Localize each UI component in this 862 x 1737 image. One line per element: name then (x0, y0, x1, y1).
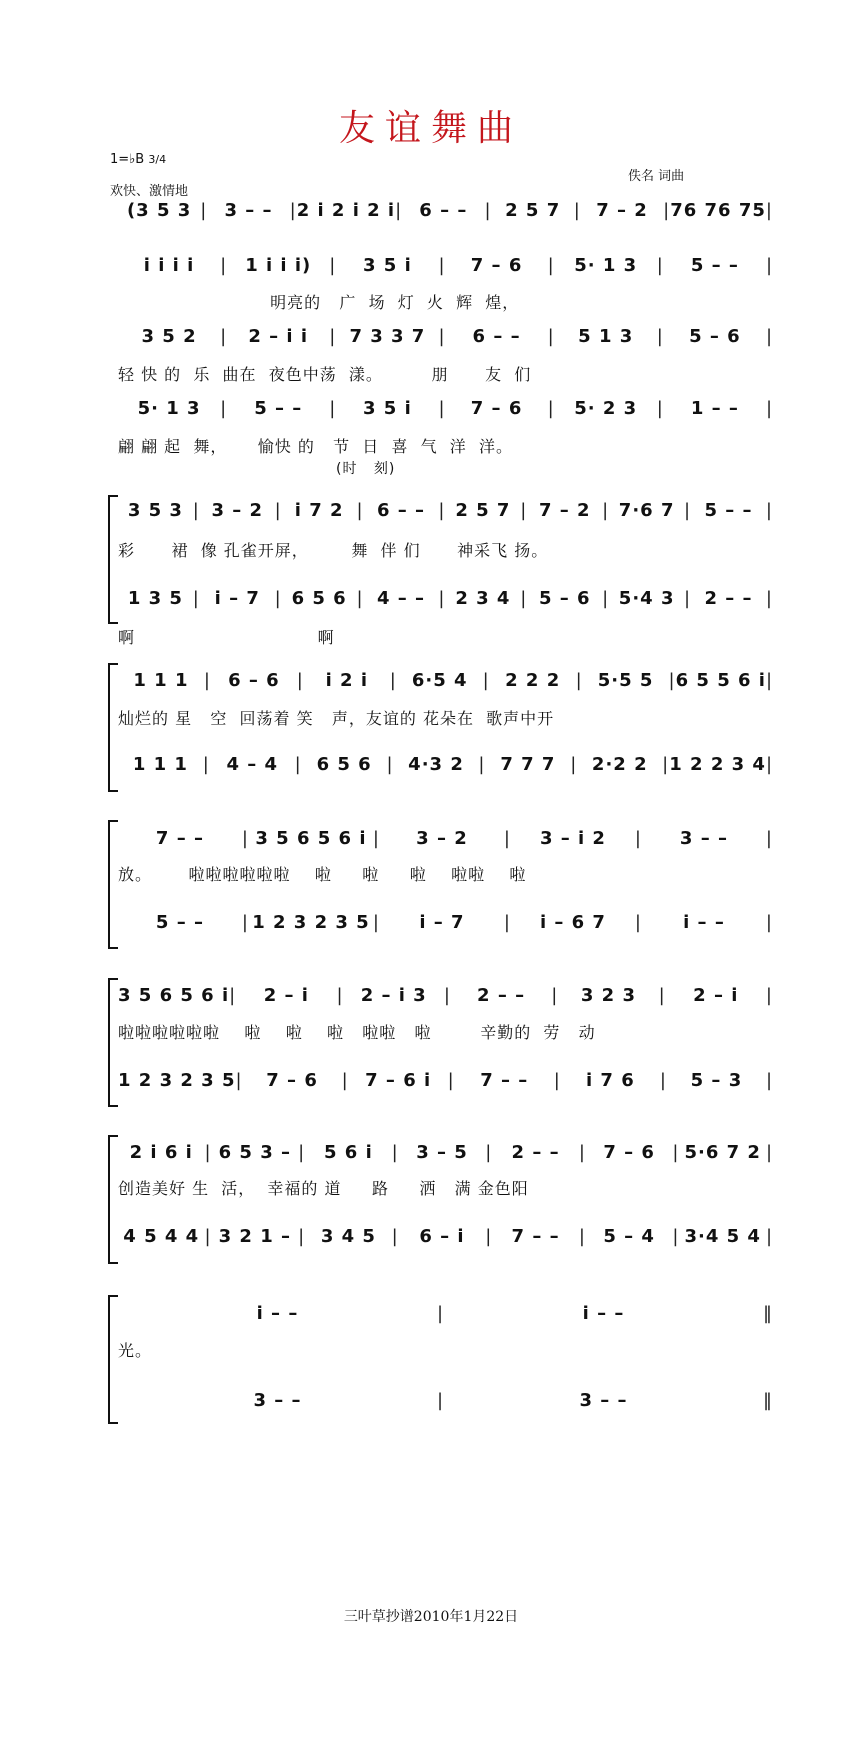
barline: | (447, 1070, 455, 1091)
barline: | (220, 255, 228, 276)
notation-row (118, 1390, 773, 1411)
measure: 6 5 5 6 i (675, 670, 766, 691)
measure: 6 5 6 (316, 754, 372, 775)
measure: 1 – – (690, 398, 739, 419)
system-brace (108, 820, 118, 949)
lyric-line: 明亮的 广 场 灯 火 辉 煌， (118, 293, 520, 312)
barline: | (547, 255, 555, 276)
barline: | (203, 670, 211, 691)
lyric-line: 轻 快 的 乐 曲在 夜色中荡 漾。 朋 友 们 (118, 365, 532, 384)
measure: 5 6 i (324, 1142, 373, 1163)
notation-row (118, 754, 773, 775)
barline: | (656, 326, 664, 347)
barline: | (235, 1070, 243, 1091)
system-brace (108, 495, 118, 624)
barline: | (204, 1142, 212, 1163)
lyric-line: 创造美好 生 活， 幸福的 道 路 洒 满 金色阳 (118, 1179, 529, 1198)
barline: | (520, 588, 528, 609)
notation-row (118, 985, 773, 1006)
measure: 6 – – (376, 500, 426, 521)
barline: | (274, 588, 282, 609)
notation-row (118, 828, 773, 849)
measure: 5·5 5 (597, 670, 654, 691)
barline: | (204, 1226, 212, 1247)
barline: | (220, 398, 228, 419)
measure: 4 – 4 (226, 754, 279, 775)
measure: 2 2 2 (505, 670, 561, 691)
measure: i i i i (143, 255, 195, 276)
barline: | (520, 500, 528, 521)
measure: 5· 2 3 (574, 398, 638, 419)
barline: | (656, 398, 664, 419)
barline: | (765, 200, 773, 221)
barline: | (765, 588, 773, 609)
measure: 3 5 6 5 6 i (118, 985, 230, 1006)
barline: | (765, 500, 773, 521)
measure: 7 – 6 (470, 398, 523, 419)
barline: | (389, 670, 397, 691)
barline: | (298, 1226, 306, 1247)
barline: | (289, 200, 297, 221)
barline: | (672, 1226, 680, 1247)
barline: | (656, 255, 664, 276)
barline: | (192, 500, 200, 521)
barline: | (438, 500, 446, 521)
measure: 3 5 2 (141, 326, 197, 347)
system-brace (108, 978, 118, 1107)
lyric-line: 啦啦啦啦啦啦 啦 啦 啦 啦啦 啦 辛勤的 劳 动 (118, 1023, 596, 1042)
measure: 6 – – (419, 200, 468, 221)
measure: 5 – 3 (690, 1070, 743, 1091)
measure: 2 – i 3 (360, 985, 427, 1006)
barline: | (765, 985, 773, 1006)
barline: | (202, 754, 210, 775)
measure: 76 76 75 (670, 200, 766, 221)
barline: | (436, 1303, 445, 1324)
barline: | (578, 1226, 586, 1247)
barline: ‖ (763, 1303, 774, 1324)
measure: 7 – 2 (596, 200, 648, 221)
measure: 3 2 3 (580, 985, 636, 1006)
measure: 3 5 i (363, 255, 412, 276)
barline: | (298, 1142, 306, 1163)
barline: | (484, 200, 492, 221)
barline: | (602, 588, 610, 609)
measure: 3 – i 2 (539, 828, 606, 849)
notation-row (118, 1142, 773, 1163)
lyric-line: 翩 翩 起 舞， 愉快 的 节 日 喜 气 洋 洋。 (118, 437, 513, 456)
measure: i 2 i (325, 670, 368, 691)
barline: | (485, 1226, 493, 1247)
measure: 7 – – (511, 1226, 560, 1247)
barline: | (578, 1142, 586, 1163)
lyric-line: 灿烂的 星 空 回荡着 笑 声，友谊的 花朵在 歌声中开 (118, 709, 555, 728)
barline: | (296, 670, 304, 691)
barline: | (386, 754, 394, 775)
barline: | (684, 588, 692, 609)
barline: | (668, 670, 676, 691)
measure: 2 i 2 i 2 i (296, 200, 396, 221)
measure: i 7 6 (585, 1070, 635, 1091)
measure: 3 2 1 – (218, 1226, 292, 1247)
notation-row (118, 398, 773, 419)
barline: | (765, 1226, 774, 1247)
measure: i – 7 (419, 912, 465, 933)
measure: 5·4 3 (618, 588, 675, 609)
measure: 5 – – (690, 255, 739, 276)
barline: | (229, 985, 237, 1006)
barline: | (553, 1070, 561, 1091)
barline: | (765, 828, 773, 849)
measure: i 7 2 (294, 500, 344, 521)
barline: | (573, 200, 581, 221)
measure: 5 – 6 (689, 326, 741, 347)
barline: | (241, 828, 249, 849)
notation-row (118, 500, 773, 521)
barline: | (503, 912, 511, 933)
measure: 3 – – (253, 1390, 302, 1411)
measure: 3 5 3 (127, 500, 183, 521)
measure: 7 – 6 (603, 1142, 655, 1163)
key-signature (110, 152, 166, 167)
measure: 7 3 3 7 (349, 326, 426, 347)
measure: 2 – i (263, 985, 309, 1006)
measure: (3 5 3 (126, 200, 192, 221)
measure: 2 5 7 (455, 500, 511, 521)
measure: 7 – 6 (470, 255, 523, 276)
measure: 2 3 4 (455, 588, 511, 609)
barline: | (329, 326, 337, 347)
notation-row (118, 670, 773, 691)
measure: 6 5 3 – (218, 1142, 292, 1163)
measure: 1 i i i) (245, 255, 312, 276)
key-label: 1=♭B (110, 152, 145, 167)
measure: 3 – – (679, 828, 728, 849)
measure: 6 5 6 (291, 588, 347, 609)
measure: 3·4 5 4 (684, 1226, 761, 1247)
time-signature: 3/4 (148, 153, 167, 166)
measure: 2 – i (693, 985, 739, 1006)
notation-row (118, 255, 773, 276)
measure: 1 3 5 (127, 588, 183, 609)
barline: | (765, 670, 774, 691)
measure: 4 5 4 4 (123, 1226, 200, 1247)
measure: 5· 1 3 (137, 398, 201, 419)
measure: 7 – 6 i (365, 1070, 432, 1091)
notation-row (118, 588, 773, 609)
barline: | (200, 200, 208, 221)
measure: 1 1 1 (132, 754, 188, 775)
barline: | (241, 912, 249, 933)
barline: | (329, 398, 337, 419)
measure: 7 – 6 (266, 1070, 318, 1091)
barline: | (438, 255, 446, 276)
barline: | (602, 500, 610, 521)
lyric-line: 光。 (118, 1341, 153, 1360)
measure: 5 1 3 (578, 326, 634, 347)
barline: | (662, 754, 670, 775)
notation-row (118, 326, 773, 347)
measure: 3 4 5 (320, 1226, 376, 1247)
barline: | (438, 326, 446, 347)
barline: | (438, 588, 446, 609)
measure: 5 – 6 (538, 588, 591, 609)
measure: 1 1 1 (133, 670, 189, 691)
barline: | (765, 1142, 774, 1163)
barline: | (443, 985, 451, 1006)
footer-note: 三叶草抄谱2010年1月22日 (343, 1609, 519, 1625)
barline: | (765, 754, 774, 775)
measure: 7·6 7 (618, 500, 675, 521)
barline: | (663, 200, 671, 221)
measure: 6 – – (472, 326, 521, 347)
barline: | (765, 912, 773, 933)
measure: i – 7 (214, 588, 260, 609)
barline: | (765, 326, 774, 347)
barline: | (551, 985, 559, 1006)
barline: | (658, 985, 666, 1006)
barline: | (485, 1142, 493, 1163)
tempo-marking: 欢快、激情地 (110, 184, 189, 199)
notation-row (118, 1226, 773, 1247)
notation-row (118, 1303, 773, 1324)
barline: | (634, 828, 642, 849)
measure: 3 – 2 (416, 828, 468, 849)
measure: 7 7 7 (500, 754, 556, 775)
barline: | (372, 828, 380, 849)
measure: 7 – – (155, 828, 204, 849)
measure: 2 5 7 (505, 200, 561, 221)
measure: 7 – – (480, 1070, 529, 1091)
page-title: 友谊舞曲 (338, 108, 523, 149)
measure: 1 2 3 2 3 5 (252, 912, 370, 933)
measure: 2 – – (477, 985, 526, 1006)
system-brace (108, 663, 118, 792)
measure: i – – (683, 912, 725, 933)
measure: 5 – 4 (603, 1226, 655, 1247)
barline: | (547, 398, 555, 419)
barline: | (391, 1226, 399, 1247)
barline: | (634, 912, 642, 933)
lyric-line: 彩 裙 像 孔雀开屏， 舞 伴 们 神采飞 扬。 (118, 541, 549, 560)
notation-row (118, 200, 773, 221)
measure: 3 – 5 (416, 1142, 468, 1163)
measure: 2 – – (511, 1142, 560, 1163)
barline: | (372, 912, 380, 933)
barline: | (575, 670, 583, 691)
barline: | (294, 754, 302, 775)
system-brace (108, 1135, 118, 1264)
barline: | (395, 200, 403, 221)
measure: 5·6 7 2 (684, 1142, 761, 1163)
barline: | (478, 754, 486, 775)
barline: | (659, 1070, 667, 1091)
measure: 5 – – (254, 398, 303, 419)
system-brace (108, 1295, 118, 1424)
measure: i – 6 7 (539, 912, 606, 933)
measure: 7 – 2 (538, 500, 591, 521)
lyric-line: 放。 啦啦啦啦啦啦 啦 啦 啦 啦啦 啦 (118, 865, 527, 884)
barline: | (274, 500, 282, 521)
measure: 2 i 6 i (129, 1142, 193, 1163)
measure: 1 2 3 2 3 5 (118, 1070, 236, 1091)
lyric-line: 啊 啊 (118, 628, 335, 647)
barline: | (765, 255, 774, 276)
barline: | (503, 828, 511, 849)
barline: | (356, 588, 364, 609)
measure: 3 – – (579, 1390, 628, 1411)
notation-row (118, 1070, 773, 1091)
measure: i – – (256, 1303, 299, 1324)
barline: | (765, 398, 774, 419)
barline: | (684, 500, 692, 521)
barline: | (220, 326, 228, 347)
measure: 2·2 2 (591, 754, 648, 775)
barline: | (570, 754, 578, 775)
measure: 5 – – (155, 912, 204, 933)
barline: | (765, 1070, 774, 1091)
measure: 3 – – (224, 200, 273, 221)
measure: 1 2 2 3 4 (669, 754, 766, 775)
measure: i – – (582, 1303, 625, 1324)
measure: 6·5 4 (411, 670, 468, 691)
barline: | (391, 1142, 399, 1163)
measure: 4·3 2 (408, 754, 464, 775)
measure: 2 – – (704, 588, 753, 609)
barline: | (356, 500, 364, 521)
measure: 6 – i (419, 1226, 465, 1247)
measure: 5· 1 3 (574, 255, 638, 276)
barline: ‖ (763, 1390, 774, 1411)
measure: 3 5 i (363, 398, 412, 419)
barline: | (341, 1070, 349, 1091)
measure: 5 – – (704, 500, 753, 521)
barline: | (192, 588, 200, 609)
measure: 3 5 6 5 6 i (255, 828, 367, 849)
notation-row (118, 912, 773, 933)
barline: | (436, 1390, 445, 1411)
barline: | (672, 1142, 680, 1163)
measure: 6 – 6 (228, 670, 280, 691)
barline: | (336, 985, 344, 1006)
measure: 4 – – (376, 588, 426, 609)
author-credit: 佚名 词曲 (628, 169, 685, 184)
measure: 3 – 2 (211, 500, 264, 521)
measure: 2 – i i (248, 326, 309, 347)
barline: | (482, 670, 490, 691)
barline: | (438, 398, 446, 419)
barline: | (329, 255, 337, 276)
barline: | (547, 326, 555, 347)
lyric-note: (时 刻) (118, 461, 396, 477)
